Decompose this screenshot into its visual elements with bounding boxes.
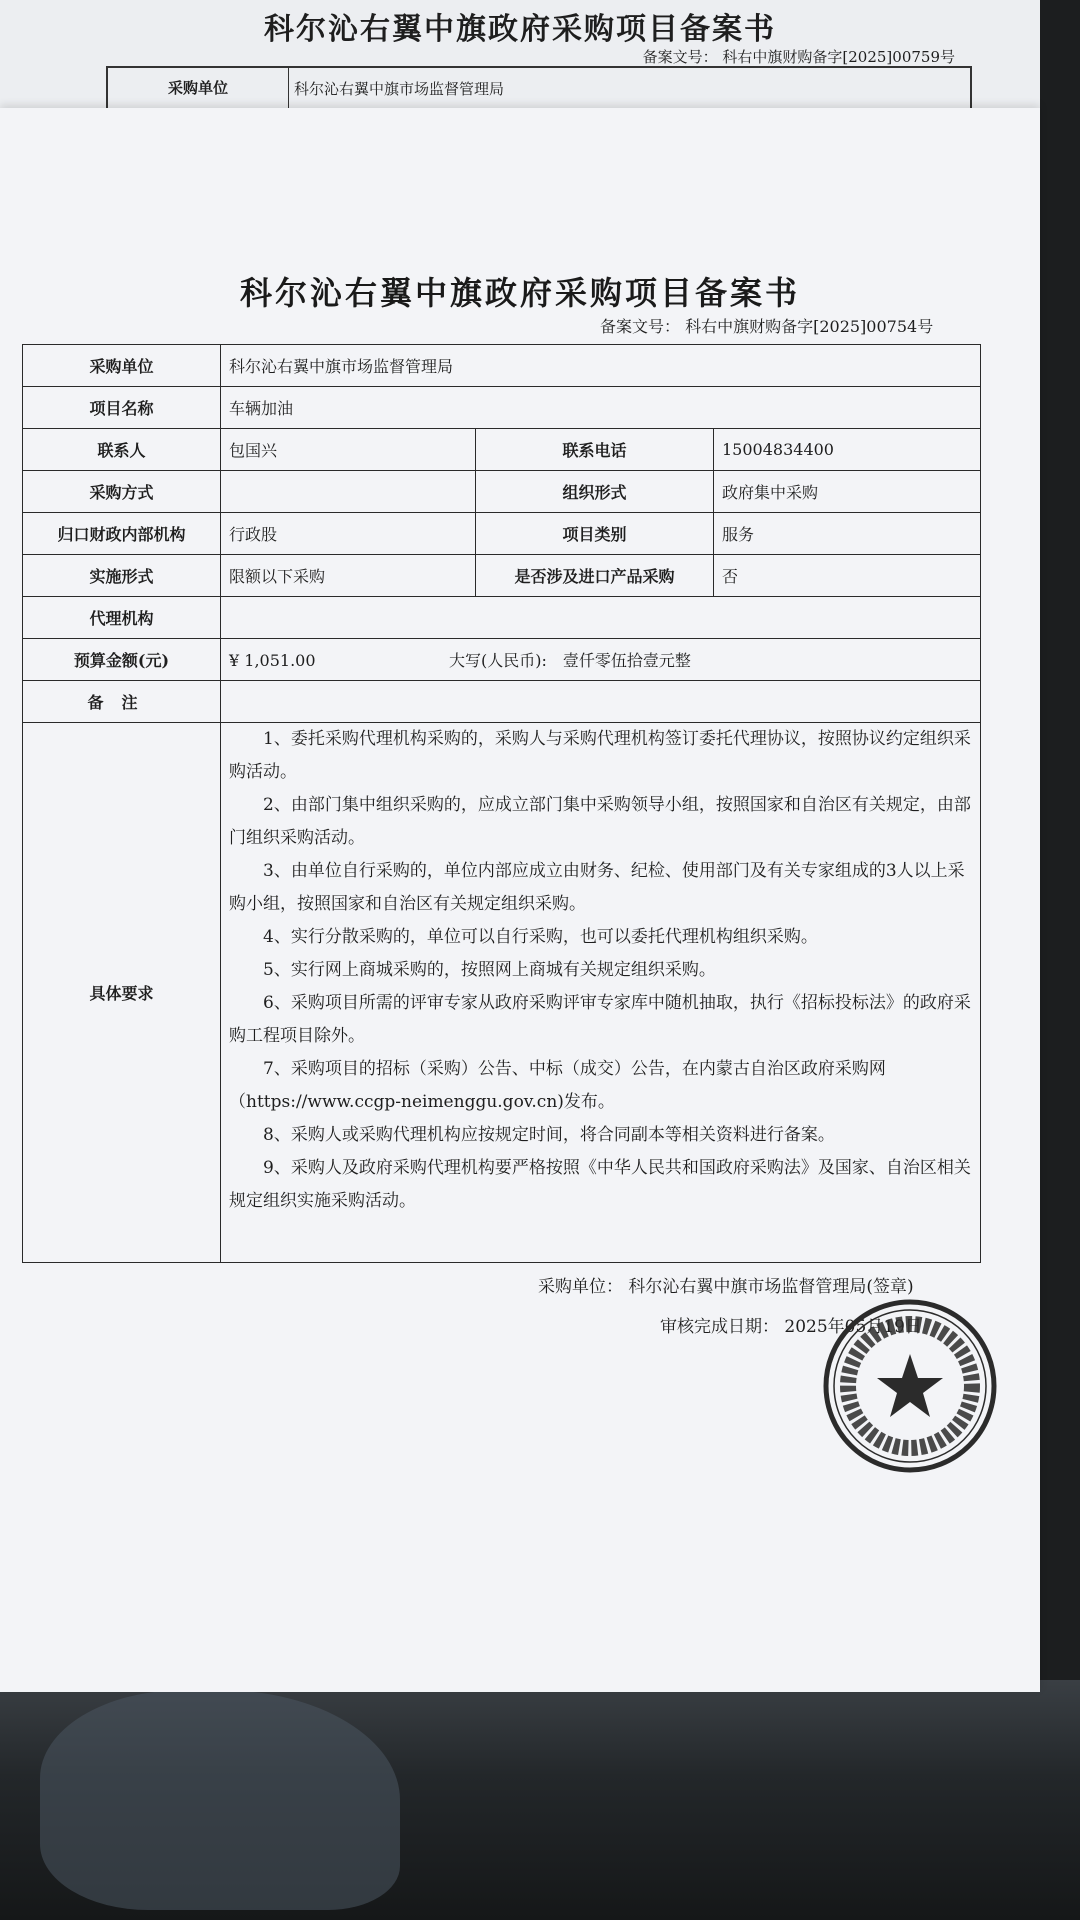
filing-form-table [22, 344, 981, 1263]
import-value: 否 [714, 555, 981, 597]
requirement-item: 2、由部门集中组织采购的，应成立部门集中采购领导小组，按照国家和自治区有关规定，由部门组织采购活动。 [229, 795, 971, 848]
requirement-item: 6、采购项目所需的评审专家从政府采购评审专家库中随机抽取，执行《招标投标法》的政府采购工程项目除外。 [229, 993, 971, 1046]
department-value: 行政股 [221, 513, 476, 555]
row-purchaser [23, 345, 981, 387]
capital-label: 大写(人民币): [449, 651, 547, 670]
contact-value: 包国兴 [221, 429, 476, 471]
remark-label: 备注 [23, 681, 221, 723]
back-filing-number: 备案文号： 科右中旗财购备字[2025]00759号 [642, 48, 955, 66]
back-purchaser-value: 科尔沁右翼中旗市场监督管理局 [294, 80, 505, 98]
row-budget [23, 639, 981, 681]
agency-label: 代理机构 [23, 597, 221, 639]
requirement-item: 5、实行网上商城采购的，按照网上商城有关规定组织采购。 [263, 960, 716, 980]
contact-label: 联系人 [23, 429, 221, 471]
org-form-value: 政府集中采购 [714, 471, 981, 513]
org-form-label: 组织形式 [476, 471, 714, 513]
requirement-item: 9、采购人及政府采购代理机构要严格按照《中华人民共和国政府采购法》及国家、自治区相关规定组织实施采购活动。 [229, 1158, 971, 1211]
document-title: 科尔沁右翼中旗政府采购项目备案书 [239, 274, 800, 312]
department-label: 归口财政内部机构 [23, 513, 221, 555]
row-implementation [23, 555, 981, 597]
row-agency [23, 597, 981, 639]
phone-label: 联系电话 [476, 429, 714, 471]
category-value: 服务 [714, 513, 981, 555]
back-purchaser-label: 采购单位 [108, 68, 289, 118]
budget-cell [221, 639, 981, 681]
method-label: 采购方式 [23, 471, 221, 513]
requirements-list [221, 723, 981, 1263]
requirement-item: 1、委托采购代理机构采购的，采购人与采购代理机构签订委托代理协议，按照协议约定组织采购活动。 [229, 729, 971, 782]
row-remark [23, 681, 981, 723]
requirement-item: 4、实行分散采购的，单位可以自行采购，也可以委托代理机构组织采购。 [263, 927, 818, 947]
purchaser-label: 采购单位 [23, 345, 221, 387]
back-document-title: 科尔沁右翼中旗政府采购项目备案书 [264, 12, 776, 47]
row-requirements [23, 723, 981, 1263]
phone-value: 15004834400 [714, 429, 981, 471]
method-value [221, 471, 476, 513]
budget-amount: ¥ 1,051.00 [229, 651, 316, 670]
row-contact [23, 429, 981, 471]
implementation-label: 实施形式 [23, 555, 221, 597]
remark-value [221, 681, 981, 723]
row-department [23, 513, 981, 555]
implementation-value: 限额以下采购 [221, 555, 476, 597]
document-sheet [0, 108, 1040, 1692]
budget-label: 预算金额(元) [23, 639, 221, 681]
requirements-label: 具体要求 [23, 723, 221, 1263]
category-label: 项目类别 [476, 513, 714, 555]
row-method [23, 471, 981, 513]
official-seal-icon [820, 1296, 1000, 1476]
project-name-value: 车辆加油 [221, 387, 981, 429]
requirement-item: 3、由单位自行采购的，单位内部应成立由财务、纪检、使用部门及有关专家组成的3人以上采购小组，按照国家和自治区有关规定组织采购。 [229, 861, 965, 914]
requirement-item: 8、采购人或采购代理机构应按规定时间，将合同副本等相关资料进行备案。 [263, 1125, 835, 1145]
import-label: 是否涉及进口产品采购 [476, 555, 714, 597]
filing-number: 备案文号： 科右中旗财购备字[2025]00754号 [600, 317, 934, 336]
purchaser-value: 科尔沁右翼中旗市场监督管理局 [221, 345, 981, 387]
footer-review-date: 审核完成日期： 2025年05月19日 [660, 1317, 922, 1337]
requirement-item: 7、采购项目的招标（采购）公告、中标（成交）公告，在内蒙古自治区政府采购网（https://www.ccgp-neimenggu.gov.cn)发布。 [229, 1059, 886, 1112]
background-clothing [40, 1690, 400, 1910]
row-project-name [23, 387, 981, 429]
agency-value [221, 597, 981, 639]
capital-amount: 壹仟零伍拾壹元整 [562, 651, 691, 670]
footer-purchasing-unit: 采购单位： 科尔沁右翼中旗市场监督管理局(签章) [538, 1277, 914, 1297]
project-name-label: 项目名称 [23, 387, 221, 429]
